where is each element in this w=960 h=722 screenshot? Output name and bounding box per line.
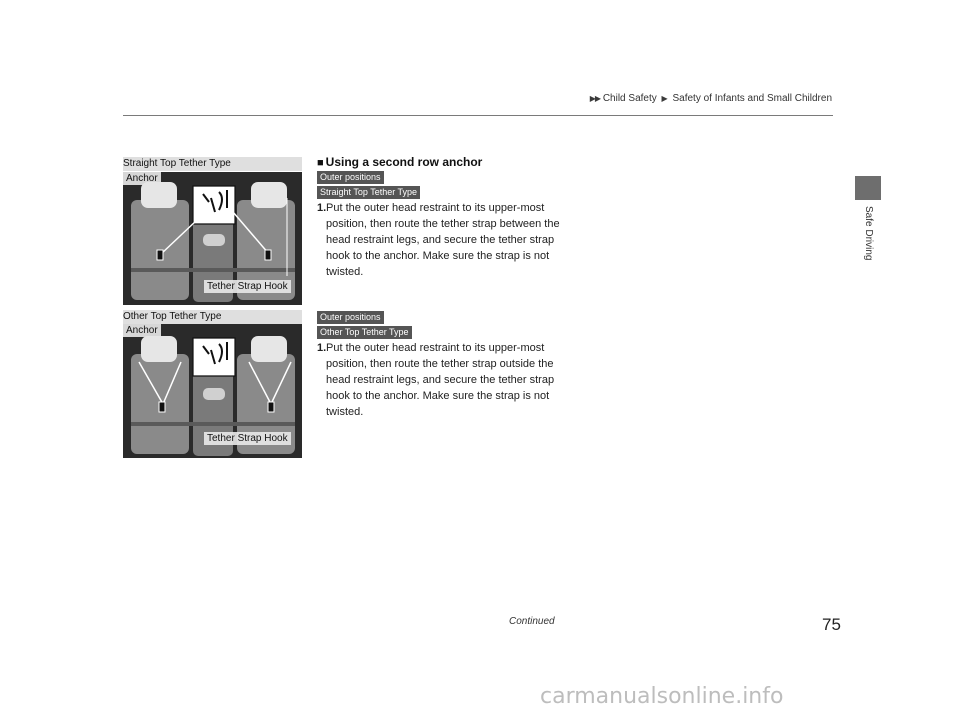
breadcrumb-arrow-icon: ▶▶ — [589, 94, 601, 103]
section-heading — [317, 155, 482, 169]
figure-title: Straight Top Tether Type — [123, 158, 231, 169]
continued-label: Continued — [509, 616, 555, 627]
tether-type-tag: Other Top Tether Type — [317, 326, 412, 339]
side-tab-label[interactable]: Safe Driving — [863, 206, 874, 261]
figure-title: Other Top Tether Type — [123, 311, 222, 322]
step-number: 1. — [317, 342, 327, 354]
instruction-step — [317, 340, 562, 420]
outer-positions-tag: Outer positions — [317, 171, 384, 184]
heading-marker-icon: ■ — [317, 157, 324, 169]
breadcrumb — [0, 93, 832, 104]
watermark: carmanualsonline.info — [540, 684, 784, 709]
header-rule — [123, 115, 833, 116]
instruction-step — [317, 200, 562, 280]
step-number: 1. — [317, 202, 327, 214]
side-tab-marker — [855, 176, 881, 200]
step-text: Put the outer head restraint to its upper-most position, then route the tether strap outside the head restraint legs, and secure the tether strap hook to the anchor. Make sure the strap is not twisted. — [326, 342, 555, 418]
tether-type-tag: Straight Top Tether Type — [317, 186, 420, 199]
tether-hook-label: Tether Strap Hook — [204, 432, 291, 445]
section-heading-text: Using a second row anchor — [325, 155, 483, 169]
breadcrumb-page[interactable]: Safety of Infants and Small Children — [672, 93, 832, 104]
breadcrumb-arrow-icon: ▶ — [661, 94, 668, 103]
breadcrumb-section[interactable]: Child Safety — [602, 93, 657, 104]
outer-positions-tag: Outer positions — [317, 311, 384, 324]
step-text: Put the outer head restraint to its upper-most position, then route the tether strap between the head restraint legs, and secure the tether strap hook to the anchor. Make sure the strap is not twisted. — [326, 202, 560, 278]
page-number: 75 — [822, 615, 841, 634]
anchor-label: Anchor — [123, 324, 161, 337]
tether-hook-label: Tether Strap Hook — [204, 280, 291, 293]
anchor-label: Anchor — [123, 172, 161, 185]
